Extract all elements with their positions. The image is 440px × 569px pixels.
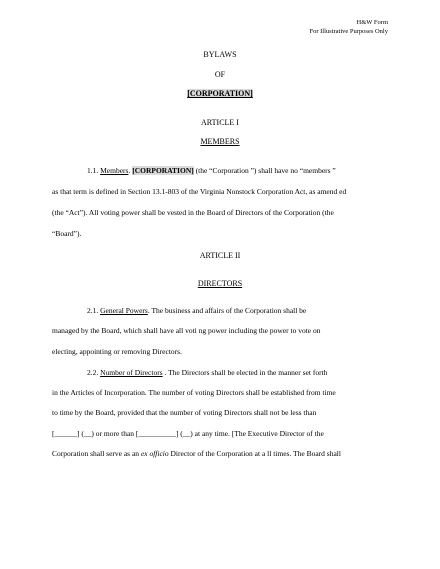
section-1-1-title: Members <box>100 166 129 175</box>
form-header <box>309 18 388 36</box>
section-2-2-line-3: to time by the Board, provided that the number of voting Directors shall not be less than <box>52 408 317 417</box>
section-1-1-dot: . <box>128 166 131 175</box>
section-2-2-line-4: [______] (__) or more than [__________] (__) at any time. [The Executive Director of the <box>52 429 324 438</box>
section-1-1-line-4: “Board”). <box>52 229 82 238</box>
section-1-1-line-1 <box>87 166 427 175</box>
section-2-1-number: 2.1. <box>87 306 99 315</box>
section-1-1-text: (the “Corporation ”) shall have no “members ” <box>193 166 336 175</box>
doc-title-of: OF <box>214 70 226 79</box>
section-2-1-line-2: managed by the Board, which shall have all voti ng power including the power to vote on <box>52 326 321 335</box>
section-2-2-title: Number of Directors <box>100 368 163 377</box>
article-2-heading: ARTICLE II <box>199 251 241 260</box>
section-2-1-text: . The business and affairs of the Corporation shall be <box>147 306 307 315</box>
section-2-2-line-5 <box>52 449 392 458</box>
section-2-2-number: 2.2. <box>87 368 99 377</box>
section-2-1-title: General Powers <box>100 306 148 315</box>
article-2-subheading <box>0 279 440 288</box>
ex-officio-term: ex officio <box>140 449 169 458</box>
article-1-subheading <box>0 137 440 146</box>
section-2-2-line-5-end: Director of the Corporation at a ll times. The Board shall <box>168 449 341 458</box>
section-1-1-number: 1.1. <box>87 166 99 175</box>
section-1-1-line-3: (the “Act”). All voting power shall be vested in the Board of Directors of the Corporation (the <box>52 208 334 217</box>
section-2-2-text: . The Directors shall be elected in the manner set forth <box>162 368 328 377</box>
section-2-2-line-1 <box>87 368 427 377</box>
section-2-2-line-5-start: Corporation shall serve as an <box>52 449 141 458</box>
doc-title-bylaws: BYLAWS <box>203 50 237 59</box>
members-heading: MEMBERS <box>200 137 240 146</box>
directors-heading: DIRECTORS <box>197 279 243 288</box>
corporation-placeholder: [CORPORATION] <box>187 89 253 98</box>
illustrative-notice: For Illustrative Purposes Only <box>309 28 388 35</box>
section-2-2-line-2: in the Articles of Incorporation. The number of voting Directors shall be established from time <box>52 388 336 397</box>
section-2-1-line-1 <box>87 306 427 315</box>
section-2-1-line-3: electing, appointing or removing Directors. <box>52 347 182 356</box>
form-label: H&W Form <box>356 19 388 26</box>
article-1-heading: ARTICLE I <box>201 118 239 127</box>
doc-title-corp <box>0 89 440 98</box>
section-1-1-line-2: as that term is defined in Section 13.1-803 of the Virginia Nonstock Corporation Act, as amend ed <box>52 187 347 196</box>
corporation-placeholder-inline: [CORPORATION] <box>132 166 194 175</box>
